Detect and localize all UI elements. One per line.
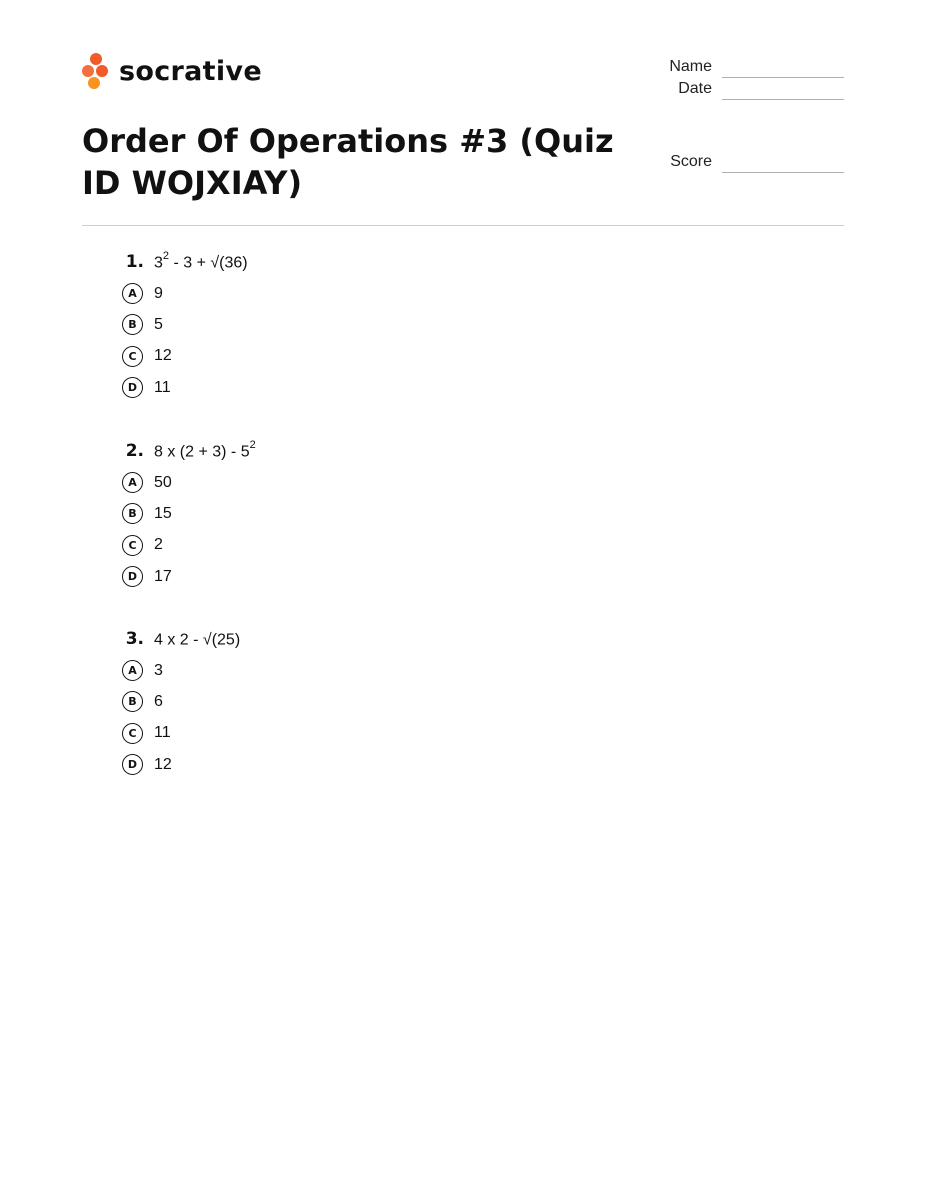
answer-bubble[interactable]: D	[122, 377, 143, 398]
question-number: 3.	[125, 629, 144, 650]
answer-bubble[interactable]: A	[122, 283, 143, 304]
answer-option-a[interactable]	[110, 467, 710, 498]
answer-text: 12	[154, 755, 172, 773]
answer-text: 11	[154, 724, 171, 742]
score-line[interactable]	[722, 172, 844, 173]
answer-option-b[interactable]	[110, 498, 710, 529]
answer-option-d[interactable]	[110, 561, 710, 592]
name-field[interactable]	[640, 56, 844, 76]
answer-text: 3	[154, 661, 163, 679]
answer-options	[110, 655, 710, 780]
answer-option-b[interactable]	[110, 686, 710, 717]
answer-bubble[interactable]: B	[122, 314, 143, 335]
question-text-main: 8 x (2 + 3) - 5	[154, 443, 250, 461]
answer-text: 17	[154, 567, 172, 585]
answer-bubble[interactable]: A	[122, 472, 143, 493]
answer-option-d[interactable]	[110, 749, 710, 780]
answer-bubble[interactable]: B	[122, 503, 143, 524]
answer-text: 2	[154, 536, 163, 554]
answer-text: 9	[154, 284, 163, 302]
answer-bubble[interactable]: B	[122, 691, 143, 712]
score-label: Score	[670, 153, 712, 170]
answer-option-d[interactable]	[110, 372, 710, 403]
question-3	[110, 629, 710, 780]
answer-option-c[interactable]	[110, 718, 710, 749]
question-1	[110, 252, 710, 403]
name-label: Name	[669, 58, 712, 75]
question-number: 1.	[125, 252, 144, 273]
answer-bubble[interactable]: C	[122, 346, 143, 367]
question-2	[110, 441, 710, 592]
answer-option-b[interactable]	[110, 309, 710, 340]
question-header	[110, 629, 710, 653]
question-text-main: 3	[154, 254, 163, 272]
question-text	[154, 629, 240, 649]
question-number: 2.	[125, 441, 144, 462]
score-field[interactable]	[640, 151, 844, 171]
date-line[interactable]	[722, 99, 844, 100]
socrative-logo	[82, 52, 262, 90]
answer-bubble[interactable]: D	[122, 754, 143, 775]
answer-option-c[interactable]	[110, 530, 710, 561]
quiz-title: Order Of Operations #3 (Quiz ID WOJXIAY)	[82, 122, 614, 202]
answer-text: 6	[154, 692, 163, 710]
answer-options	[110, 278, 710, 403]
date-label: Date	[678, 80, 712, 97]
question-text	[154, 441, 256, 461]
answer-bubble[interactable]: A	[122, 660, 143, 681]
answer-bubble[interactable]: C	[122, 723, 143, 744]
date-field[interactable]	[640, 78, 844, 98]
answer-text: 15	[154, 504, 172, 522]
answer-option-a[interactable]	[110, 655, 710, 686]
answer-text: 5	[154, 315, 163, 333]
question-exponent: 2	[249, 439, 256, 451]
answer-text: 11	[154, 378, 171, 396]
answer-option-a[interactable]	[110, 278, 710, 309]
answer-option-c[interactable]	[110, 341, 710, 372]
answer-options	[110, 467, 710, 592]
question-exponent: 2	[162, 250, 170, 262]
question-header	[110, 441, 710, 465]
answer-text: 12	[154, 347, 172, 365]
question-text-rest: - 3 + √(36)	[169, 254, 248, 272]
question-text	[154, 252, 248, 272]
answer-bubble[interactable]: D	[122, 566, 143, 587]
socrative-hexagon-icon	[82, 53, 110, 89]
brand-name: socrative	[119, 55, 262, 87]
header-divider	[82, 225, 844, 226]
answer-bubble[interactable]: C	[122, 535, 143, 556]
question-header	[110, 252, 710, 276]
answer-text: 50	[154, 473, 172, 491]
question-text-main: 4 x 2 - √(25)	[154, 631, 241, 649]
